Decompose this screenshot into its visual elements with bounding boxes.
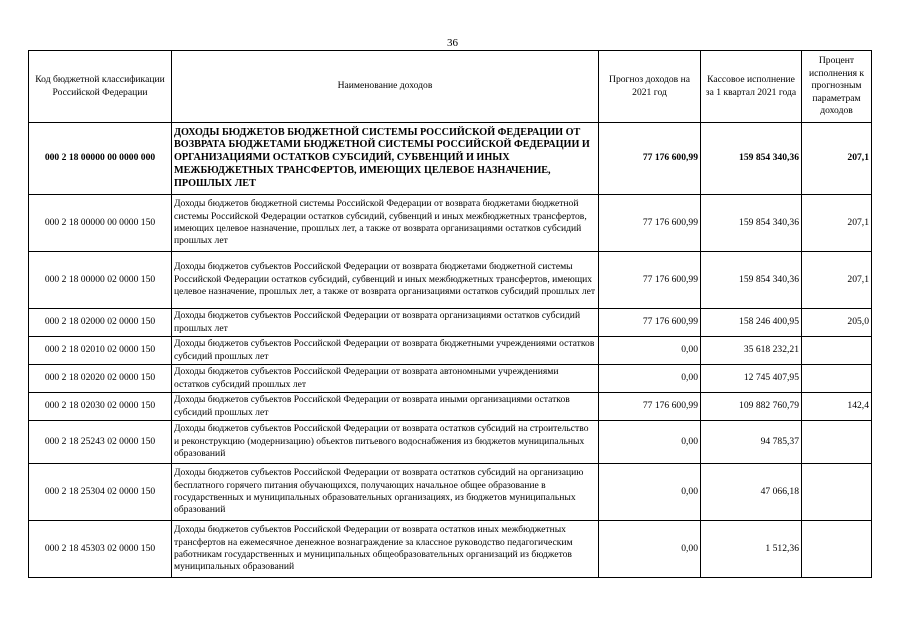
row-forecast: 0,00	[599, 464, 701, 521]
row-name: Доходы бюджетов субъектов Российской Федерации от возврата бюджетами бюджетной системы Российской Федерации остатков субсидий, субвенций и иных межбюджетных трансфертов, имеющих целевое назначение, прошлых лет, а также от возврата организациями остатков субсидий прошлых лет	[172, 252, 599, 309]
table-row	[29, 464, 872, 521]
row-actual: 159 854 340,36	[701, 252, 802, 309]
row-name: Доходы бюджетов бюджетной системы Российской Федерации от возврата бюджетами бюджетной системы Российской Федерации остатков субсидий, субвенций и иных межбюджетных трансфертов, имеющих целевое назначение, прошлых лет, а также от возврата организациями остатков субсидий прошлых лет	[172, 195, 599, 252]
table-row	[29, 337, 872, 365]
row-forecast: 77 176 600,99	[599, 309, 701, 337]
table-row	[29, 195, 872, 252]
row-code: 000 2 18 00000 00 0000 150	[29, 195, 172, 252]
header-row	[29, 51, 872, 123]
row-name: Доходы бюджетов субъектов Российской Федерации от возврата остатков субсидий на организацию бесплатного горячего питания обучающихся, получающих начальное общее образование в государственных и муниципальных образовательных организациях, из бюджетов муниципальных образований	[172, 464, 599, 521]
budget-table	[28, 50, 872, 578]
table-row	[29, 123, 872, 195]
row-name: Доходы бюджетов субъектов Российской Федерации от возврата автономными учреждениями остатков субсидий прошлых лет	[172, 365, 599, 393]
row-actual: 159 854 340,36	[701, 195, 802, 252]
table-row	[29, 393, 872, 421]
row-code: 000 2 18 25304 02 0000 150	[29, 464, 172, 521]
header-forecast: Прогноз доходов на 2021 год	[599, 51, 701, 123]
row-forecast: 0,00	[599, 421, 701, 464]
row-actual: 1 512,36	[701, 521, 802, 578]
row-code: 000 2 18 02020 02 0000 150	[29, 365, 172, 393]
table-row	[29, 309, 872, 337]
row-code: 000 2 18 25243 02 0000 150	[29, 421, 172, 464]
row-forecast: 0,00	[599, 521, 701, 578]
row-code: 000 2 18 02000 02 0000 150	[29, 309, 172, 337]
row-name: Доходы бюджетов субъектов Российской Федерации от возврата остатков иных межбюджетных трансфертов на ежемесячное денежное вознаграждение за классное руководство педагогическим работникам государственных и муниципальных общеобразовательных организаций из бюджетов муниципальных образований	[172, 521, 599, 578]
row-percent	[802, 521, 872, 578]
table-row	[29, 421, 872, 464]
row-percent: 207,1	[802, 252, 872, 309]
row-code: 000 2 18 02010 02 0000 150	[29, 337, 172, 365]
row-name: Доходы бюджетов субъектов Российской Федерации от возврата организациями остатков субсидий прошлых лет	[172, 309, 599, 337]
row-name: Доходы бюджетов субъектов Российской Федерации от возврата бюджетными учреждениями остатков субсидий прошлых лет	[172, 337, 599, 365]
row-percent: 207,1	[802, 195, 872, 252]
header-name: Наименование доходов	[172, 51, 599, 123]
row-forecast: 0,00	[599, 337, 701, 365]
row-forecast: 77 176 600,99	[599, 123, 701, 195]
row-forecast: 0,00	[599, 365, 701, 393]
row-actual: 35 618 232,21	[701, 337, 802, 365]
page-number: 36	[447, 37, 458, 49]
row-percent: 207,1	[802, 123, 872, 195]
row-code: 000 2 18 45303 02 0000 150	[29, 521, 172, 578]
row-name: ДОХОДЫ БЮДЖЕТОВ БЮДЖЕТНОЙ СИСТЕМЫ РОССИЙСКОЙ ФЕДЕРАЦИИ ОТ ВОЗВРАТА БЮДЖЕТАМИ БЮДЖЕТНОЙ СИСТЕМЫ РОССИЙСКОЙ ФЕДЕРАЦИИ И ОРГАНИЗАЦИЯМИ ОСТАТКОВ СУБСИДИЙ, СУБВЕНЦИЙ И ИНЫХ МЕЖБЮДЖЕТНЫХ ТРАНСФЕРТОВ, ИМЕЮЩИХ ЦЕЛЕВОЕ НАЗНАЧЕНИЕ, ПРОШЛЫХ ЛЕТ	[172, 123, 599, 195]
header-percent: Процент исполнения к прогнозным параметрам доходов	[802, 51, 872, 123]
row-actual: 109 882 760,79	[701, 393, 802, 421]
row-percent: 205,0	[802, 309, 872, 337]
row-forecast: 77 176 600,99	[599, 252, 701, 309]
row-name: Доходы бюджетов субъектов Российской Федерации от возврата остатков субсидий на строительство и реконструкцию (модернизацию) объектов питьевого водоснабжения из бюджетов муниципальных образований	[172, 421, 599, 464]
table-row	[29, 365, 872, 393]
row-code: 000 2 18 02030 02 0000 150	[29, 393, 172, 421]
header-actual: Кассовое исполнение за 1 квартал 2021 года	[701, 51, 802, 123]
row-actual: 159 854 340,36	[701, 123, 802, 195]
row-actual: 94 785,37	[701, 421, 802, 464]
row-forecast: 77 176 600,99	[599, 393, 701, 421]
row-name: Доходы бюджетов субъектов Российской Федерации от возврата иными организациями остатков субсидий прошлых лет	[172, 393, 599, 421]
row-percent	[802, 337, 872, 365]
row-code: 000 2 18 00000 00 0000 000	[29, 123, 172, 195]
row-actual: 158 246 400,95	[701, 309, 802, 337]
row-forecast: 77 176 600,99	[599, 195, 701, 252]
header-code: Код бюджетной классификации Российской Федерации	[29, 51, 172, 123]
row-percent	[802, 464, 872, 521]
row-percent	[802, 421, 872, 464]
row-code: 000 2 18 00000 02 0000 150	[29, 252, 172, 309]
table-row	[29, 521, 872, 578]
row-percent: 142,4	[802, 393, 872, 421]
row-actual: 47 066,18	[701, 464, 802, 521]
row-percent	[802, 365, 872, 393]
table-row	[29, 252, 872, 309]
row-actual: 12 745 407,95	[701, 365, 802, 393]
